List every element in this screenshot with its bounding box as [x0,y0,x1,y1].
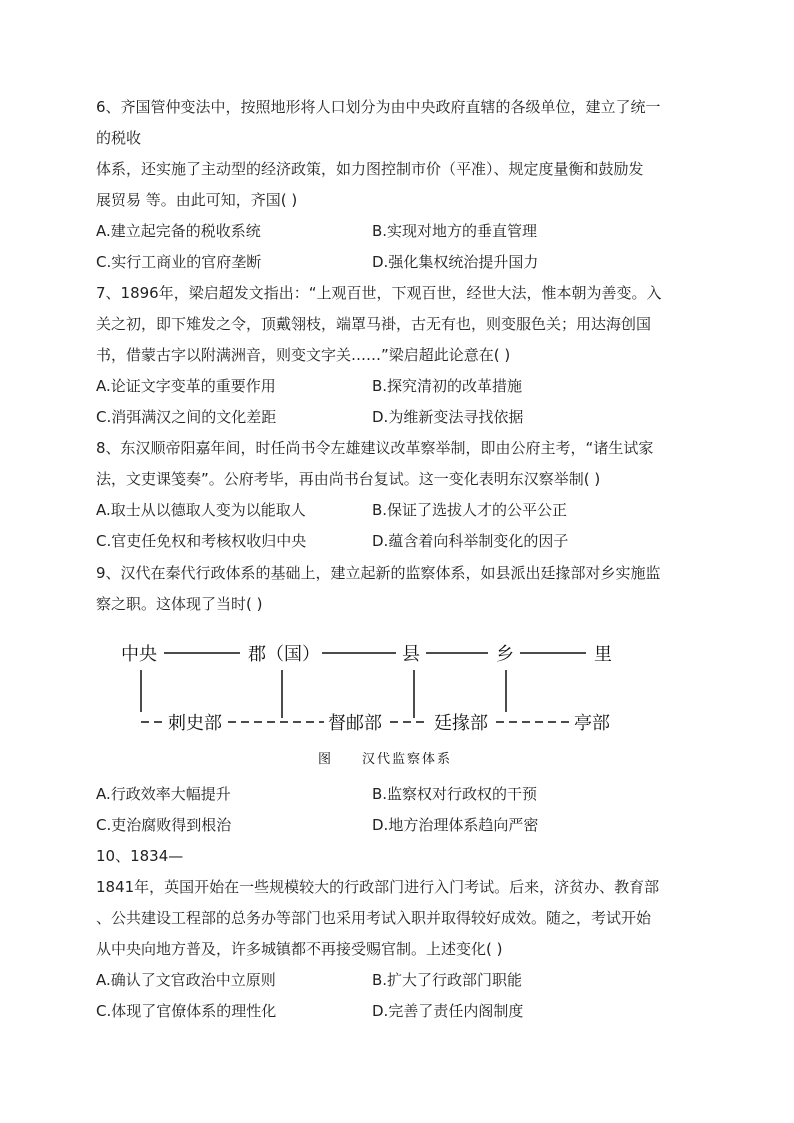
q8-option-b: B.保证了选拔人才的公平公正 [372,501,568,519]
q10-option-b: B.扩大了行政部门职能 [372,971,523,989]
q8-stem-line-2: 法，文吏课笺奏”。公府考毕，再由尚书台复试。这一变化表明东汉察举制( ) [96,470,601,488]
q10-option-d: D.完善了责任内阁制度 [372,1002,524,1020]
q6-stem-line-2: 的税收 [96,129,142,147]
q8-option-d: D.蕴含着向科举制变化的因子 [372,532,569,550]
node-ting-bu: 亭部 [574,713,610,734]
diagram-caption-title: 汉代监察体系 [362,752,453,767]
node-county: 县 [402,644,420,665]
supervision-system-diagram [96,632,696,782]
q6-stem-line-1: 6、齐国管仲变法中，按照地形将人口划分为由中央政府直辖的各级单位，建立了统一 [96,98,661,116]
q7-option-a: A.论证文字变革的重要作用 [96,377,276,395]
q6-option-b: B.实现对地方的垂直管理 [372,222,538,240]
q8-option-a: A.取士从以德取人变为以能取人 [96,501,306,519]
q10-stem-line-2: 1841年，英国开始在一些规模较大的行政部门进行入门考试。后来，济贫办、教育部 [96,878,660,896]
q6-option-a: A.建立起完备的税收系统 [96,222,261,240]
q10-stem-line-3: 、公共建设工程部的总务办等部门也采用考试入职并取得较好成效。随之，考试开始 [96,909,652,927]
q7-option-b: B.探究清初的改革措施 [372,377,523,395]
q10-option-a: A.确认了文官政治中立原则 [96,971,276,989]
q9-stem-line-2: 察之职。这体现了当时( ) [96,595,263,613]
q9-option-a: A.行政效率大幅提升 [96,785,231,803]
q10-stem-line-4: 从中央向地方普及，许多城镇都不再接受赐官制。上述变化( ) [96,940,503,958]
q7-stem-line-1: 7、1896年，梁启超发文指出：“上观百世，下观百世，经世大法，惟本朝为善变。入 [96,284,662,302]
q10-stem-line-1: 10、1834— [96,847,184,865]
q6-option-d: D.强化集权统治提升国力 [372,253,539,271]
q6-stem-line-3: 体系，还实施了主动型的经济政策，如力图控制市价（平准）、规定度量衡和鼓励发 [96,160,644,178]
top-connectors [141,653,586,718]
q7-stem-line-2: 关之初，即下雉发之令，顶戴翎枝，端罩马褂，古无有也，则变服色关；用达海创国 [96,315,652,333]
node-village: 里 [594,644,612,665]
q7-stem-line-3: 书，借蒙古字以附满洲音，则变文字关……”梁启超此论意在( ) [96,346,511,364]
node-tingyuan-bu: 廷掾部 [434,713,488,734]
q9-option-c: C.吏治腐败得到根治 [96,816,232,834]
diagram-caption-prefix: 图 [318,752,332,767]
node-township: 乡 [496,644,514,665]
q9-option-b: B.监察权对行政权的干预 [372,785,538,803]
q8-option-c: C.官吏任免权和考核权收归中央 [96,532,307,550]
node-central: 中央 [121,644,157,665]
q6-stem-line-4: 展贸易 等。由此可知，齐国( ) [96,191,298,209]
node-duyou-bu: 督邮部 [328,713,382,734]
node-commandery: 郡（国） [248,644,320,665]
q9-option-d: D.地方治理体系趋向严密 [372,816,539,834]
node-cishi-bu: 刺史部 [168,713,222,734]
q9-stem-line-1: 9、汉代在秦代行政体系的基础上，建立起新的监察体系，如县派出廷掾部对乡实施监 [96,564,661,582]
q7-option-d: D.为维新变法寻找依据 [372,408,524,426]
q10-option-c: C.体现了官僚体系的理性化 [96,1002,277,1020]
q6-option-c: C.实行工商业的官府垄断 [96,253,262,271]
q8-stem-line-1: 8、东汉顺帝阳嘉年间，时任尚书令左雄建议改革察举制，即由公府主考，“诸生试家 [96,439,654,457]
q7-option-c: C.消弭满汉之间的文化差距 [96,408,277,426]
